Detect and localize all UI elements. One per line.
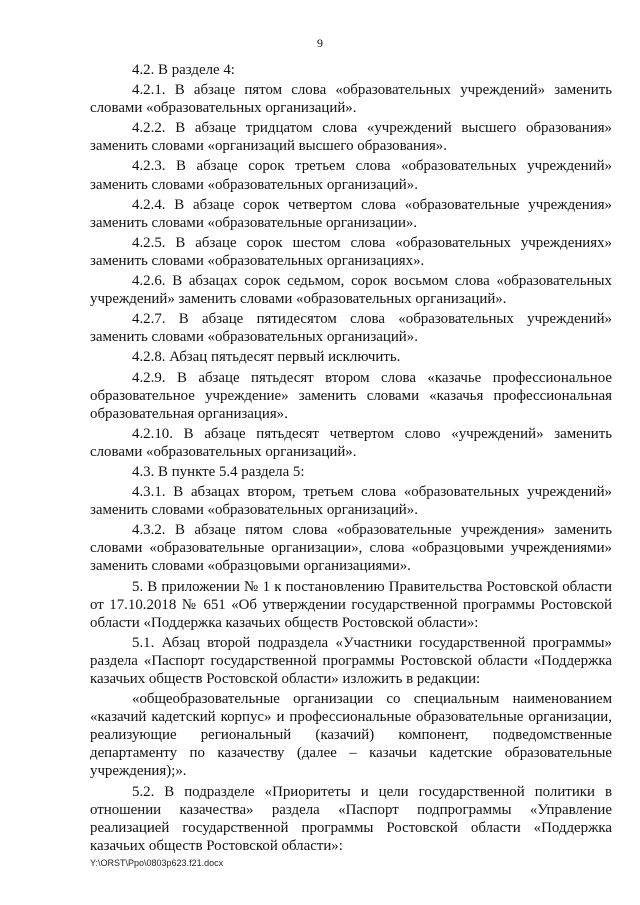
paragraph-4-3: 4.3. В пункте 5.4 раздела 5: — [132, 463, 305, 480]
paragraph-4-2-3: 4.2.3. В абзаце сорок третьем слова «образовательных учреждений» заменить словами «образовательных организаций». — [90, 158, 612, 193]
paragraph-5-1: 5.1. Абзац второй подраздела «Участники государственной программы» раздела «Паспорт государственной программы Ростовской области «Поддержка казачьих обществ Ростовской области» изложить в редакции: — [90, 634, 612, 687]
paragraph-4-3-2: 4.3.2. В абзаце пятом слова «образовательные учреждения» заменить словами «образовательные организации», слова «образцовыми учреждениями» заменить словами «образцовыми организациями». — [90, 522, 612, 575]
page-number: 9 — [317, 36, 323, 50]
paragraph-5: 5. В приложении № 1 к постановлению Правительства Ростовской области от 17.10.2018 № 651 «Об утверждении государственной программы Ростовской области «Поддержка казачьих обществ Ростовской области»: — [90, 578, 612, 631]
paragraph-4-2-10: 4.2.10. В абзаце пятьдесят четвертом слово «учреждений» заменить словами «образовательных организаций». — [90, 425, 612, 460]
document-body — [90, 61, 612, 855]
paragraph-4-2-4: 4.2.4. В абзаце сорок четвертом слова «образовательные учреждения» заменить словами «образовательные организации». — [90, 196, 612, 231]
paragraph-5-2: 5.2. В подразделе «Приоритеты и цели государственной политики в отношении казачества» раздела «Паспорт подпрограммы «Управление реализацией государственной программы Ростовской области «Поддержка казачьих обществ Ростовской области»: — [90, 783, 612, 854]
paragraph-4-2-6: 4.2.6. В абзацах сорок седьмом, сорок восьмом слова «образовательных учреждений» заменить словами «образовательных организаций». — [90, 273, 612, 308]
footer-file-path: Y:\ORST\Ppo\0803p623.f21.docx — [90, 858, 224, 868]
paragraph-4-2-1: 4.2.1. В абзаце пятом слова «образовательных учреждений» заменить словами «образовательных организаций». — [90, 82, 612, 117]
paragraph-4-2-7: 4.2.7. В абзаце пятидесятом слова «образовательных учреждений» заменить словами «образовательных организаций». — [90, 311, 612, 346]
paragraph-4-2-2: 4.2.2. В абзаце тридцатом слова «учреждений высшего образования» заменить словами «организаций высшего образования». — [90, 120, 612, 155]
paragraph-4-2-5: 4.2.5. В абзаце сорок шестом слова «образовательных учреждениях» заменить словами «образовательных организациях». — [90, 234, 612, 269]
paragraph-quote: «общеобразовательные организации со специальным наименованием «казачий кадетский корпус» и профессиональные образовательные организации, реализующие региональный (казачий) компонент, подведомственные департаменту по казачеству (далее – казачьи кадетские образовательные учреждения);». — [90, 691, 612, 780]
paragraph-4-2-9: 4.2.9. В абзаце пятьдесят втором слова «казачье профессиональное образовательное учреждение» заменить словами «казачья профессиональная образовательная организация». — [90, 369, 612, 422]
paragraph-4-2: 4.2. В разделе 4: — [132, 62, 235, 78]
paragraph-4-2-8: 4.2.8. Абзац пятьдесят первый исключить. — [132, 349, 401, 366]
paragraph-4-3-1: 4.3.1. В абзацах втором, третьем слова «образовательных учреждений» заменить словами «образовательных организаций». — [90, 484, 612, 519]
